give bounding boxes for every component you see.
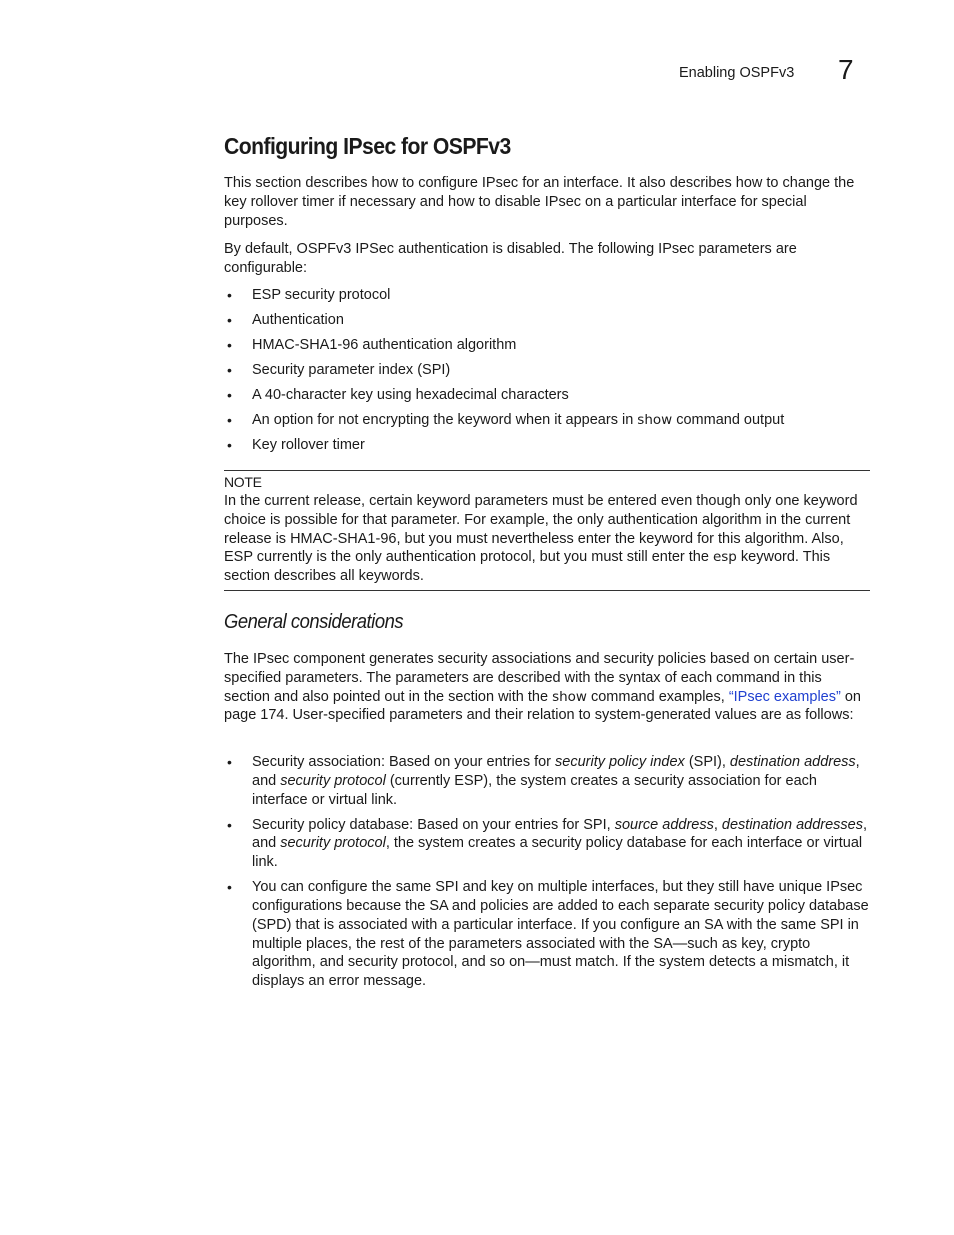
esp-keyword: esp (712, 549, 737, 566)
bullet-icon: • (227, 336, 232, 353)
bullet-icon: • (227, 287, 232, 303)
intro-paragraph: This section describes how to configure IPsec for an interface. It also describes how to change the key rollover timer if necessary and how to disable IPsec on a particular interface for special purposes. (224, 175, 855, 229)
general-paragraph: The IPsec component generates security associations and security policies based on certain user-specified parameters. The parameters are described with the syntax of each command in this section and also pointed out in the section with the show command examples, “IPsec examples” on page 174. User-specified parameters and their relation to system-generated values are as follows: (224, 651, 861, 724)
note-text: In the current release, certain keyword parameters must be entered even though only one keyword choice is possible for that parameter. For example, the only authentication algorithm in the current release is HMAC-SHA1-96, but you must nevertheless enter the keyword for this algorithm. Also, ESP currently is the only authentication protocol, but you must still enter the esp keyword. This section describes all keywords. (224, 493, 858, 585)
bullet-icon: • (227, 311, 232, 328)
chapter-number: 7 (838, 54, 854, 85)
parameter-list (224, 286, 870, 455)
note-label: NOTE (224, 474, 262, 490)
bullet-icon: • (227, 754, 232, 770)
chapter-title: Enabling OSPFv3 (679, 65, 795, 81)
section-title: Configuring IPsec for OSPFv3 (224, 133, 511, 159)
show-keyword: show (637, 411, 673, 428)
list-item: • You can configure the same SPI and key on multiple interfaces, but they still have unique IPsec configurations because the SA and policies are added to each separate security policy database (SPD) that is associated with a particular interface. If you configure an SA with the same SPI in multiple places, the rest of the parameters associated with the SA—such as key, crypto algorithm, and security protocol, and so on—must match. If the system detects a mismatch, it displays an error message. (227, 879, 869, 990)
bullet-icon: • (227, 361, 232, 378)
list-item: • Key rollover timer (227, 436, 365, 453)
list-item: • Security association: Based on your entries for security policy index (SPI), destination address, and security protocol (currently ESP), the system creates a security association for each interface or virtual link. (227, 754, 860, 808)
list-item: • Security policy database: Based on your entries for SPI, source address, destination addresses, and security protocol, the system creates a security policy database for each interface or virtual link. (227, 816, 868, 871)
list-item: • An option for not encrypting the keyword when it appears in show command output (227, 411, 785, 428)
list-item: • Authentication (227, 311, 344, 328)
show-keyword: show (552, 688, 587, 705)
list-item: • Security parameter index (SPI) (227, 361, 451, 378)
bullet-icon: • (227, 436, 232, 453)
bullet-icon: • (227, 879, 232, 896)
list-item: • HMAC-SHA1-96 authentication algorithm (227, 336, 517, 353)
list-item: • ESP security protocol (227, 287, 391, 303)
bullet-icon: • (227, 386, 232, 403)
ipsec-examples-link[interactable]: “IPsec examples” (728, 688, 841, 705)
bullet-icon: • (227, 411, 232, 428)
subsection-title: General considerations (224, 611, 404, 633)
default-paragraph: By default, OSPFv3 IPSec authentication is disabled. The following IPsec parameters are configurable: (224, 241, 797, 276)
considerations-list (224, 753, 870, 991)
note-box (224, 470, 870, 591)
list-item: • A 40-character key using hexadecimal characters (227, 386, 569, 403)
bullet-icon: • (227, 816, 232, 833)
